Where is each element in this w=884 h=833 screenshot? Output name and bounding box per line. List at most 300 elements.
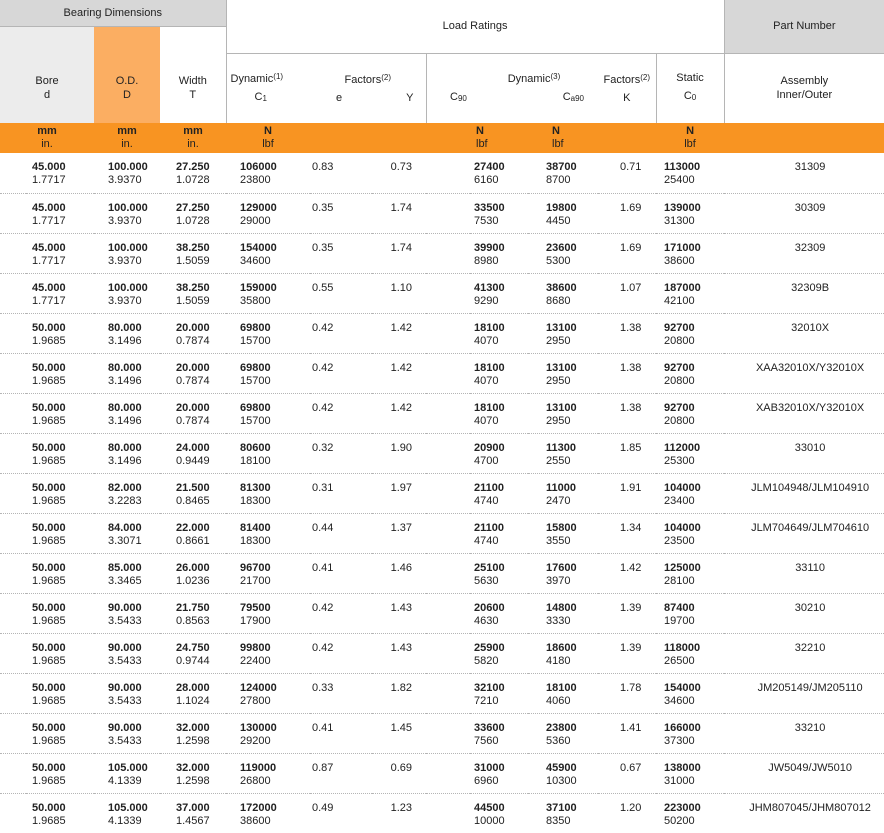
c0-cell xyxy=(656,433,724,473)
od-cell xyxy=(94,233,160,273)
spacer-cell xyxy=(426,393,470,433)
y-value: 1.82 xyxy=(390,681,412,694)
e-value: 0.32 xyxy=(312,441,334,454)
k-cell xyxy=(598,593,656,633)
od-cell xyxy=(94,553,160,593)
part-number: XAB32010X/Y32010X xyxy=(755,401,865,414)
od-mm: 100.000 xyxy=(108,161,148,173)
ca90-n: 37100 xyxy=(546,801,577,814)
y-cell xyxy=(372,593,426,633)
table-row xyxy=(0,673,884,713)
c1-lbf: 22400 xyxy=(240,654,271,667)
width-symbol: T xyxy=(189,89,197,101)
c0-lbf: 23400 xyxy=(664,494,695,507)
part-number-cell xyxy=(724,553,884,593)
y-cell xyxy=(372,153,426,193)
e-cell xyxy=(310,393,372,433)
dynamic1-label: Dynamic xyxy=(230,73,274,86)
c90-cell xyxy=(470,273,528,313)
part-number-cell xyxy=(724,713,884,753)
c1-n: 119000 xyxy=(240,761,277,774)
od-symbol: D xyxy=(123,89,131,101)
y-value: 1.10 xyxy=(390,281,412,294)
k-cell xyxy=(598,393,656,433)
ca90-lbf: 2470 xyxy=(546,494,571,507)
c90-lbf: 4630 xyxy=(474,614,499,627)
k-cell xyxy=(598,753,656,793)
c0-lbf: 31300 xyxy=(664,214,695,227)
e-value: 0.41 xyxy=(312,561,334,574)
c90-n: 25900 xyxy=(474,641,505,654)
ca90-n: 18600 xyxy=(546,641,577,654)
part-number-cell xyxy=(724,233,884,273)
width-mm: 32.000 xyxy=(176,761,210,774)
bore-cell xyxy=(0,633,94,673)
ca90-lbf: 3330 xyxy=(546,614,571,627)
bore-cell xyxy=(0,673,94,713)
width-header xyxy=(160,53,226,123)
part-number-cell xyxy=(724,633,884,673)
ca90-lbf: 4180 xyxy=(546,654,571,667)
c0-lbf: 19700 xyxy=(664,614,695,627)
ca90-n: 13100 xyxy=(546,321,577,334)
spacer-cell xyxy=(426,153,470,193)
ca90-n: 18100 xyxy=(546,681,577,694)
part-number-cell xyxy=(724,513,884,553)
width-in: 1.0236 xyxy=(176,574,210,587)
ca90-lbf: 2950 xyxy=(546,374,571,387)
od-in: 3.9370 xyxy=(108,254,142,267)
c1-cell xyxy=(226,233,310,273)
c0-cell xyxy=(656,273,724,313)
c90-n: 31000 xyxy=(474,761,505,774)
c0-lbf: 28100 xyxy=(664,574,695,587)
bore-mm: 50.000 xyxy=(32,521,66,534)
c90-cell xyxy=(470,793,528,833)
part-number: 32010X xyxy=(791,321,830,334)
part-number: 32309 xyxy=(794,241,826,254)
e-cell xyxy=(310,353,372,393)
e-value: 0.33 xyxy=(312,681,334,694)
width-cell xyxy=(160,393,226,433)
c90-n: 33600 xyxy=(474,721,505,734)
factors-b-note: (2) xyxy=(640,73,650,83)
c90-cell xyxy=(470,633,528,673)
part-number: 30210 xyxy=(794,601,826,614)
spacer-cell xyxy=(426,353,470,393)
bore-mm: 45.000 xyxy=(32,241,66,254)
width-in: 1.0728 xyxy=(176,174,210,186)
bore-in: 1.7717 xyxy=(32,294,66,307)
bore-mm: 50.000 xyxy=(32,401,66,414)
width-in: 0.7874 xyxy=(176,334,210,347)
y-value: 1.43 xyxy=(390,601,412,614)
bore-in: 1.7717 xyxy=(32,174,66,186)
width-cell xyxy=(160,633,226,673)
c0-n: 104000 xyxy=(664,521,701,534)
ca90-n: 15800 xyxy=(546,521,577,534)
od-header xyxy=(94,53,160,123)
y-value: 1.23 xyxy=(390,801,412,814)
dynamic3-note: (3) xyxy=(550,72,561,82)
od-cell xyxy=(94,153,160,193)
c90-lbf: 4070 xyxy=(474,334,499,347)
bore-in: 1.9685 xyxy=(32,454,66,467)
width-cell xyxy=(160,593,226,633)
od-mm: 80.000 xyxy=(108,361,142,374)
factors-a-note: (2) xyxy=(381,73,391,83)
bore-in: 1.9685 xyxy=(32,374,66,387)
e-cell xyxy=(310,753,372,793)
c1-lbf: 35800 xyxy=(240,294,271,307)
width-mm: 21.750 xyxy=(176,601,210,614)
width-in: 0.8661 xyxy=(176,534,210,547)
k-value: 1.38 xyxy=(620,361,642,374)
c0-cell xyxy=(656,473,724,513)
part-number: 31309 xyxy=(794,161,826,173)
od-cell xyxy=(94,193,160,233)
c1-units: N lbf xyxy=(226,123,310,153)
width-in: 1.1024 xyxy=(176,694,210,707)
od-cell xyxy=(94,673,160,713)
ca90-n: 14800 xyxy=(546,601,577,614)
ca90-cell xyxy=(528,513,598,553)
c0-cell xyxy=(656,633,724,673)
e-cell xyxy=(310,633,372,673)
width-cell xyxy=(160,353,226,393)
ca90-lbf: 8350 xyxy=(546,814,571,827)
od-in: 3.5433 xyxy=(108,614,142,627)
c90-cell xyxy=(470,593,528,633)
part-number-cell xyxy=(724,473,884,513)
part-number: 33210 xyxy=(794,721,826,734)
od-in: 3.2283 xyxy=(108,494,142,507)
width-cell xyxy=(160,313,226,353)
table-row xyxy=(0,513,884,553)
bore-in: 1.9685 xyxy=(32,614,66,627)
e-value: 0.55 xyxy=(312,281,334,294)
od-in: 4.1339 xyxy=(108,814,142,827)
c1-cell xyxy=(226,633,310,673)
k-cell xyxy=(598,713,656,753)
width-in: 1.2598 xyxy=(176,734,210,747)
c90-n: 20600 xyxy=(474,601,505,614)
c0-lbf: 37300 xyxy=(664,734,695,747)
bore-cell xyxy=(0,313,94,353)
static-header xyxy=(656,53,724,123)
part-number: JHM807045/JHM807012 xyxy=(749,801,871,814)
table-row xyxy=(0,713,884,753)
bore-cell xyxy=(0,193,94,233)
assembly-label: Assembly xyxy=(780,74,829,87)
y-cell xyxy=(372,193,426,233)
c0-cell xyxy=(656,793,724,833)
c1-n: 81300 xyxy=(240,481,271,494)
part-number-cell xyxy=(724,153,884,193)
c0-units: N lbf xyxy=(656,123,724,153)
c1-lbf: 38600 xyxy=(240,814,271,827)
k-value: 1.42 xyxy=(620,561,642,574)
c90-lbf: 5630 xyxy=(474,574,499,587)
spacer-cell xyxy=(426,633,470,673)
ca90-cell xyxy=(528,193,598,233)
bore-mm: 45.000 xyxy=(32,201,66,214)
width-mm: 32.000 xyxy=(176,721,210,734)
width-in: 0.9744 xyxy=(176,654,210,667)
bore-in: 1.9685 xyxy=(32,734,66,747)
part-number-cell xyxy=(724,193,884,233)
c1-n: 106000 xyxy=(240,161,277,173)
table-row xyxy=(0,793,884,833)
k-value: 1.69 xyxy=(620,201,642,214)
bore-in: 1.9685 xyxy=(32,654,66,667)
od-cell xyxy=(94,313,160,353)
bore-cell xyxy=(0,393,94,433)
od-cell xyxy=(94,633,160,673)
width-cell xyxy=(160,153,226,193)
width-mm: 38.250 xyxy=(176,281,210,294)
c0-n: 112000 xyxy=(664,441,701,454)
c1-cell xyxy=(226,313,310,353)
c0-lbf: 20800 xyxy=(664,374,695,387)
bore-cell xyxy=(0,153,94,193)
k-cell xyxy=(598,313,656,353)
part-units xyxy=(724,123,884,153)
c90-cell xyxy=(470,313,528,353)
od-mm: 90.000 xyxy=(108,721,142,734)
c0-lbf: 42100 xyxy=(664,294,695,307)
ca90-cell xyxy=(528,353,598,393)
e-cell xyxy=(310,193,372,233)
c90-lbf: 4070 xyxy=(474,374,499,387)
od-in: 3.1496 xyxy=(108,414,142,427)
dynamic1-header xyxy=(226,53,310,123)
ca90-lbf: 4060 xyxy=(546,694,571,707)
bore-in: 1.9685 xyxy=(32,694,66,707)
c0-n: 125000 xyxy=(664,561,701,574)
width-mm: 20.000 xyxy=(176,321,210,334)
y-value: 1.42 xyxy=(390,361,412,374)
bore-cell xyxy=(0,753,94,793)
ca90-n: 23800 xyxy=(546,721,577,734)
ca90-lbf: 8680 xyxy=(546,294,571,307)
y-value: 1.37 xyxy=(390,521,412,534)
width-mm: 24.000 xyxy=(176,441,210,454)
c1-lbf: 29200 xyxy=(240,734,271,747)
c1-n: 80600 xyxy=(240,441,271,454)
dynamic1-note: (1) xyxy=(273,72,284,82)
k-value: 0.71 xyxy=(620,161,642,173)
od-in: 3.3465 xyxy=(108,574,142,587)
ca90-lbf: 3970 xyxy=(546,574,571,587)
ca90-n: 23600 xyxy=(546,241,577,254)
bore-in: 1.9685 xyxy=(32,334,66,347)
table-row xyxy=(0,233,884,273)
y-cell xyxy=(372,393,426,433)
c1-symbol: C xyxy=(254,91,263,104)
e-value: 0.42 xyxy=(312,601,334,614)
k-value: 1.78 xyxy=(620,681,642,694)
width-mm: 38.250 xyxy=(176,241,210,254)
c90-cell xyxy=(470,753,528,793)
c0-cell xyxy=(656,553,724,593)
width-cell xyxy=(160,193,226,233)
c90-n: 21100 xyxy=(474,521,504,534)
od-cell xyxy=(94,753,160,793)
c1-cell xyxy=(226,393,310,433)
c1-cell xyxy=(226,753,310,793)
table-row xyxy=(0,633,884,673)
y-cell xyxy=(372,273,426,313)
width-in: 0.8563 xyxy=(176,614,210,627)
ca90-n: 45900 xyxy=(546,761,577,774)
c0-cell xyxy=(656,393,724,433)
od-in: 4.1339 xyxy=(108,774,142,787)
ca90-subscript: a90 xyxy=(570,94,584,104)
c1-lbf: 18100 xyxy=(240,454,271,467)
c1-cell xyxy=(226,153,310,193)
od-cell xyxy=(94,353,160,393)
c0-lbf: 50200 xyxy=(664,814,695,827)
c1-lbf: 29000 xyxy=(240,214,271,227)
spacer-cell xyxy=(426,753,470,793)
c1-cell xyxy=(226,273,310,313)
part-number: 30309 xyxy=(794,201,826,214)
ca90-cell xyxy=(528,433,598,473)
c0-n: 87400 xyxy=(664,601,695,614)
c0-n: 166000 xyxy=(664,721,701,734)
k-value: 1.38 xyxy=(620,321,642,334)
part-number: 32210 xyxy=(794,641,826,654)
e-value: 0.87 xyxy=(312,761,334,774)
bore-in: 1.7717 xyxy=(32,214,66,227)
c90-units: N lbf xyxy=(470,123,528,153)
e-cell xyxy=(310,793,372,833)
c0-lbf: 31000 xyxy=(664,774,695,787)
part-number: 32309B xyxy=(791,281,830,294)
width-cell xyxy=(160,233,226,273)
c0-n: 113000 xyxy=(664,161,701,173)
table-row xyxy=(0,273,884,313)
c90-cell xyxy=(470,713,528,753)
bore-mm: 50.000 xyxy=(32,561,66,574)
bore-cell xyxy=(0,273,94,313)
c0-n: 104000 xyxy=(664,481,701,494)
od-cell xyxy=(94,393,160,433)
c90-cell xyxy=(470,193,528,233)
c1-lbf: 15700 xyxy=(240,374,271,387)
c0-lbf: 23500 xyxy=(664,534,695,547)
e-value: 0.44 xyxy=(312,521,334,534)
e-cell xyxy=(310,433,372,473)
c1-lbf: 34600 xyxy=(240,254,271,267)
bore-in: 1.9685 xyxy=(32,814,66,827)
y-cell xyxy=(372,713,426,753)
factors-b-header xyxy=(598,53,656,123)
bore-mm: 50.000 xyxy=(32,641,66,654)
spacer-cell xyxy=(426,473,470,513)
y-cell xyxy=(372,553,426,593)
bore-cell xyxy=(0,433,94,473)
k-cell xyxy=(598,793,656,833)
width-mm: 26.000 xyxy=(176,561,210,574)
k-value: 1.38 xyxy=(620,401,642,414)
y-cell xyxy=(372,633,426,673)
k-cell xyxy=(598,473,656,513)
part-number: 33010 xyxy=(794,441,826,454)
c90-n: 39900 xyxy=(474,241,505,254)
inner-outer-label: Inner/Outer xyxy=(776,88,833,101)
c0-n: 92700 xyxy=(664,321,695,334)
ca90-cell xyxy=(528,753,598,793)
ca90-lbf: 10300 xyxy=(546,774,577,787)
c0-n: 92700 xyxy=(664,401,695,414)
y-cell xyxy=(372,673,426,713)
ca90-units: N lbf xyxy=(528,123,598,153)
bore-units: mm in. xyxy=(0,123,94,153)
c0-cell xyxy=(656,193,724,233)
c0-lbf: 20800 xyxy=(664,414,695,427)
spacer-cell xyxy=(426,273,470,313)
ca90-lbf: 3550 xyxy=(546,534,571,547)
bore-cell xyxy=(0,353,94,393)
e-value: 0.42 xyxy=(312,641,334,654)
ca90-cell xyxy=(528,633,598,673)
e-value: 0.35 xyxy=(312,201,334,214)
c0-subscript: 0 xyxy=(691,93,697,103)
y-value: 1.74 xyxy=(390,201,412,214)
bore-mm: 50.000 xyxy=(32,321,66,334)
od-in: 3.5433 xyxy=(108,694,142,707)
width-mm: 27.250 xyxy=(176,161,210,173)
part-number: JLM104948/JLM104910 xyxy=(751,481,870,494)
od-mm: 80.000 xyxy=(108,401,142,414)
k-cell xyxy=(598,673,656,713)
c1-cell xyxy=(226,553,310,593)
c90-lbf: 4740 xyxy=(474,494,499,507)
spacer-cell xyxy=(426,793,470,833)
c0-cell xyxy=(656,513,724,553)
c1-cell xyxy=(226,793,310,833)
c0-n: 223000 xyxy=(664,801,701,814)
y-value: 1.97 xyxy=(390,481,412,494)
y-value: 1.42 xyxy=(390,321,412,334)
c1-cell xyxy=(226,593,310,633)
c90-cell xyxy=(470,473,528,513)
c0-n: 92700 xyxy=(664,361,695,374)
c90-lbf: 10000 xyxy=(474,814,505,827)
od-mm: 105.000 xyxy=(108,761,148,774)
width-mm: 28.000 xyxy=(176,681,210,694)
y-symbol: Y xyxy=(406,92,414,105)
c90-n: 18100 xyxy=(474,361,505,374)
od-header-top xyxy=(94,26,160,53)
c90-lbf: 5820 xyxy=(474,654,499,667)
ca90-cell xyxy=(528,153,598,193)
bore-cell xyxy=(0,713,94,753)
part-number: JM205149/JM205110 xyxy=(757,681,863,694)
ca90-n: 19800 xyxy=(546,201,577,214)
c1-n: 130000 xyxy=(240,721,277,734)
bore-cell xyxy=(0,473,94,513)
ca90-lbf: 5300 xyxy=(546,254,571,267)
bore-mm: 50.000 xyxy=(32,761,66,774)
bore-in: 1.9685 xyxy=(32,774,66,787)
od-in: 3.1496 xyxy=(108,454,142,467)
c90-n: 21100 xyxy=(474,481,504,494)
dynamic3-label: Dynamic xyxy=(507,73,551,86)
ca90-lbf: 4450 xyxy=(546,214,571,227)
